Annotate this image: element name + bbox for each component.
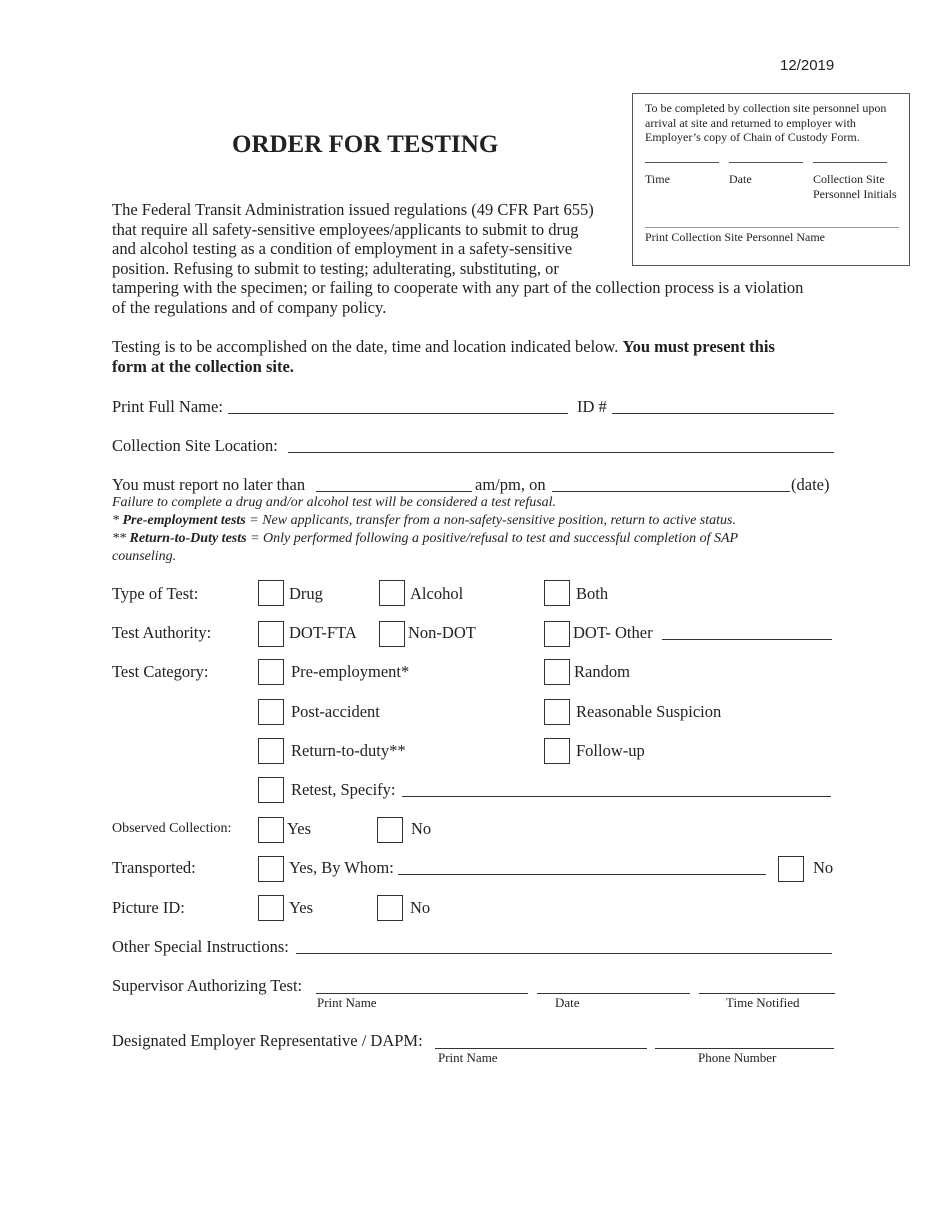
type-of-test-label: Type of Test: xyxy=(112,584,199,603)
transported-by-field[interactable] xyxy=(398,874,766,875)
supervisor-label: Supervisor Authorizing Test: xyxy=(112,976,303,995)
full-name-label: Print Full Name: xyxy=(112,397,223,416)
dot-fta-checkbox[interactable] xyxy=(258,621,284,647)
non-dot-label: Non-DOT xyxy=(408,623,476,642)
rtd-term: Return-to-Duty tests xyxy=(129,531,247,546)
instruction-text: Testing is to be accomplished on the date, time and location indicated below. xyxy=(112,337,619,356)
reasonable-suspicion-label: Reasonable Suspicion xyxy=(576,702,722,721)
observed-no-checkbox[interactable] xyxy=(377,817,403,843)
retest-field[interactable] xyxy=(402,796,831,797)
post-accident-label: Post-accident xyxy=(291,702,380,721)
observed-no-label: No xyxy=(411,819,432,838)
supervisor-time-caption: Time Notified xyxy=(726,995,800,1010)
random-label: Random xyxy=(574,662,630,681)
post-accident-checkbox[interactable] xyxy=(258,699,284,725)
picture-id-yes-label: Yes xyxy=(289,898,314,917)
pre-def: = New applicants, transfer from a non-safety-sensitive position, return to active status. xyxy=(249,513,736,528)
pre-employment-note xyxy=(112,512,736,530)
drug-label: Drug xyxy=(289,584,323,603)
drug-checkbox[interactable] xyxy=(258,580,284,606)
transported-yes-label: Yes, By Whom: xyxy=(289,858,394,877)
time-label: Time xyxy=(645,172,670,186)
instruction-bold-1: You must present this xyxy=(622,337,775,356)
collection-site-box xyxy=(632,93,910,266)
dot-fta-label: DOT-FTA xyxy=(289,623,357,642)
picture-id-no-label: No xyxy=(410,898,431,917)
transported-yes-checkbox[interactable] xyxy=(258,856,284,882)
supervisor-time-field[interactable] xyxy=(699,993,835,994)
supervisor-print-name-caption: Print Name xyxy=(317,995,377,1010)
revision-date: 12/2019 xyxy=(780,57,835,74)
time-field[interactable] xyxy=(645,162,719,163)
both-checkbox[interactable] xyxy=(544,580,570,606)
instruction-bold-2: form at the collection site. xyxy=(112,357,294,376)
follow-up-checkbox[interactable] xyxy=(544,738,570,764)
location-field[interactable] xyxy=(288,452,834,453)
rtd-prefix: ** xyxy=(112,531,126,546)
dot-other-label: DOT- Other xyxy=(573,623,653,642)
alcohol-label: Alcohol xyxy=(410,584,464,603)
refusal-note: Failure to complete a drug and/or alcohol test will be considered a test refusal. xyxy=(112,495,557,510)
pre-prefix: * xyxy=(112,513,119,528)
authority-label: Test Authority: xyxy=(112,623,212,642)
der-phone-field[interactable] xyxy=(655,1048,834,1049)
der-label: Designated Employer Representative / DAPM: xyxy=(112,1031,423,1050)
random-checkbox[interactable] xyxy=(544,659,570,685)
ampm-label: am/pm, on xyxy=(475,475,546,494)
intro-line-6: of the regulations and of company policy. xyxy=(112,298,387,317)
intro-line-1: The Federal Transit Administration issued regulations (49 CFR Part 655) xyxy=(112,200,594,219)
intro-line-4: position. Refusing to submit to testing; adulterating, substituting, or xyxy=(112,259,559,278)
rtd-def: = Only performed following a positive/refusal to test and successful completion of SAP xyxy=(250,531,739,546)
observed-label: Observed Collection: xyxy=(112,821,232,836)
intro-line-2: that require all safety-sensitive employees/applicants to submit to drug xyxy=(112,220,579,239)
return-to-duty-checkbox[interactable] xyxy=(258,738,284,764)
der-phone-caption: Phone Number xyxy=(698,1050,777,1065)
report-label: You must report no later than xyxy=(112,475,306,494)
id-field[interactable] xyxy=(612,413,834,414)
transported-no-label: No xyxy=(813,858,834,877)
special-instructions-label: Other Special Instructions: xyxy=(112,937,289,956)
personnel-name-field[interactable] xyxy=(645,227,899,228)
initials-field[interactable] xyxy=(813,162,887,163)
supervisor-name-field[interactable] xyxy=(316,993,528,994)
intro-line-3: and alcohol testing as a condition of employment in a safety-sensitive xyxy=(112,239,573,258)
transported-label: Transported: xyxy=(112,858,196,877)
return-to-duty-label: Return-to-duty** xyxy=(291,741,406,760)
picture-id-label: Picture ID: xyxy=(112,898,185,917)
id-label: ID # xyxy=(577,397,607,416)
transported-no-checkbox[interactable] xyxy=(778,856,804,882)
pre-employment-label: Pre-employment* xyxy=(291,662,410,681)
report-date-field[interactable] xyxy=(552,491,790,492)
site-box-note: To be completed by collection site personnel upon arrival at site and returned to employer with Employer’s copy of Chain of Custody Form. xyxy=(645,101,887,144)
date-suffix-label: (date) xyxy=(791,475,830,494)
der-print-name-caption: Print Name xyxy=(438,1050,498,1065)
special-instructions-field[interactable] xyxy=(296,953,832,954)
reasonable-suspicion-checkbox[interactable] xyxy=(544,699,570,725)
date-label: Date xyxy=(729,172,752,186)
supervisor-date-caption: Date xyxy=(555,995,580,1010)
dot-other-field[interactable] xyxy=(662,639,832,640)
der-name-field[interactable] xyxy=(435,1048,647,1049)
retest-label: Retest, Specify: xyxy=(291,780,396,799)
supervisor-date-field[interactable] xyxy=(537,993,690,994)
page-title: ORDER FOR TESTING xyxy=(232,131,499,158)
return-to-duty-note xyxy=(112,530,738,548)
dot-other-checkbox[interactable] xyxy=(544,621,570,647)
instruction-line-1 xyxy=(112,337,775,357)
picture-id-no-checkbox[interactable] xyxy=(377,895,403,921)
pre-term: Pre-employment tests xyxy=(122,513,246,528)
category-label: Test Category: xyxy=(112,662,209,681)
pre-employment-checkbox[interactable] xyxy=(258,659,284,685)
report-time-field[interactable] xyxy=(316,491,472,492)
alcohol-checkbox[interactable] xyxy=(379,580,405,606)
location-label: Collection Site Location: xyxy=(112,436,278,455)
non-dot-checkbox[interactable] xyxy=(379,621,405,647)
full-name-field[interactable] xyxy=(228,413,568,414)
rtd-note-line-2: counseling. xyxy=(112,549,177,564)
personnel-name-label: Print Collection Site Personnel Name xyxy=(645,230,825,244)
follow-up-label: Follow-up xyxy=(576,741,645,760)
date-field[interactable] xyxy=(729,162,803,163)
initials-label: Collection Site Personnel Initials xyxy=(813,172,897,201)
both-label: Both xyxy=(576,584,609,603)
intro-line-5: tampering with the specimen; or failing to cooperate with any part of the collection process is a violation xyxy=(112,278,804,297)
observed-yes-label: Yes xyxy=(287,819,312,838)
picture-id-yes-checkbox[interactable] xyxy=(258,895,284,921)
observed-yes-checkbox[interactable] xyxy=(258,817,284,843)
retest-checkbox[interactable] xyxy=(258,777,284,803)
